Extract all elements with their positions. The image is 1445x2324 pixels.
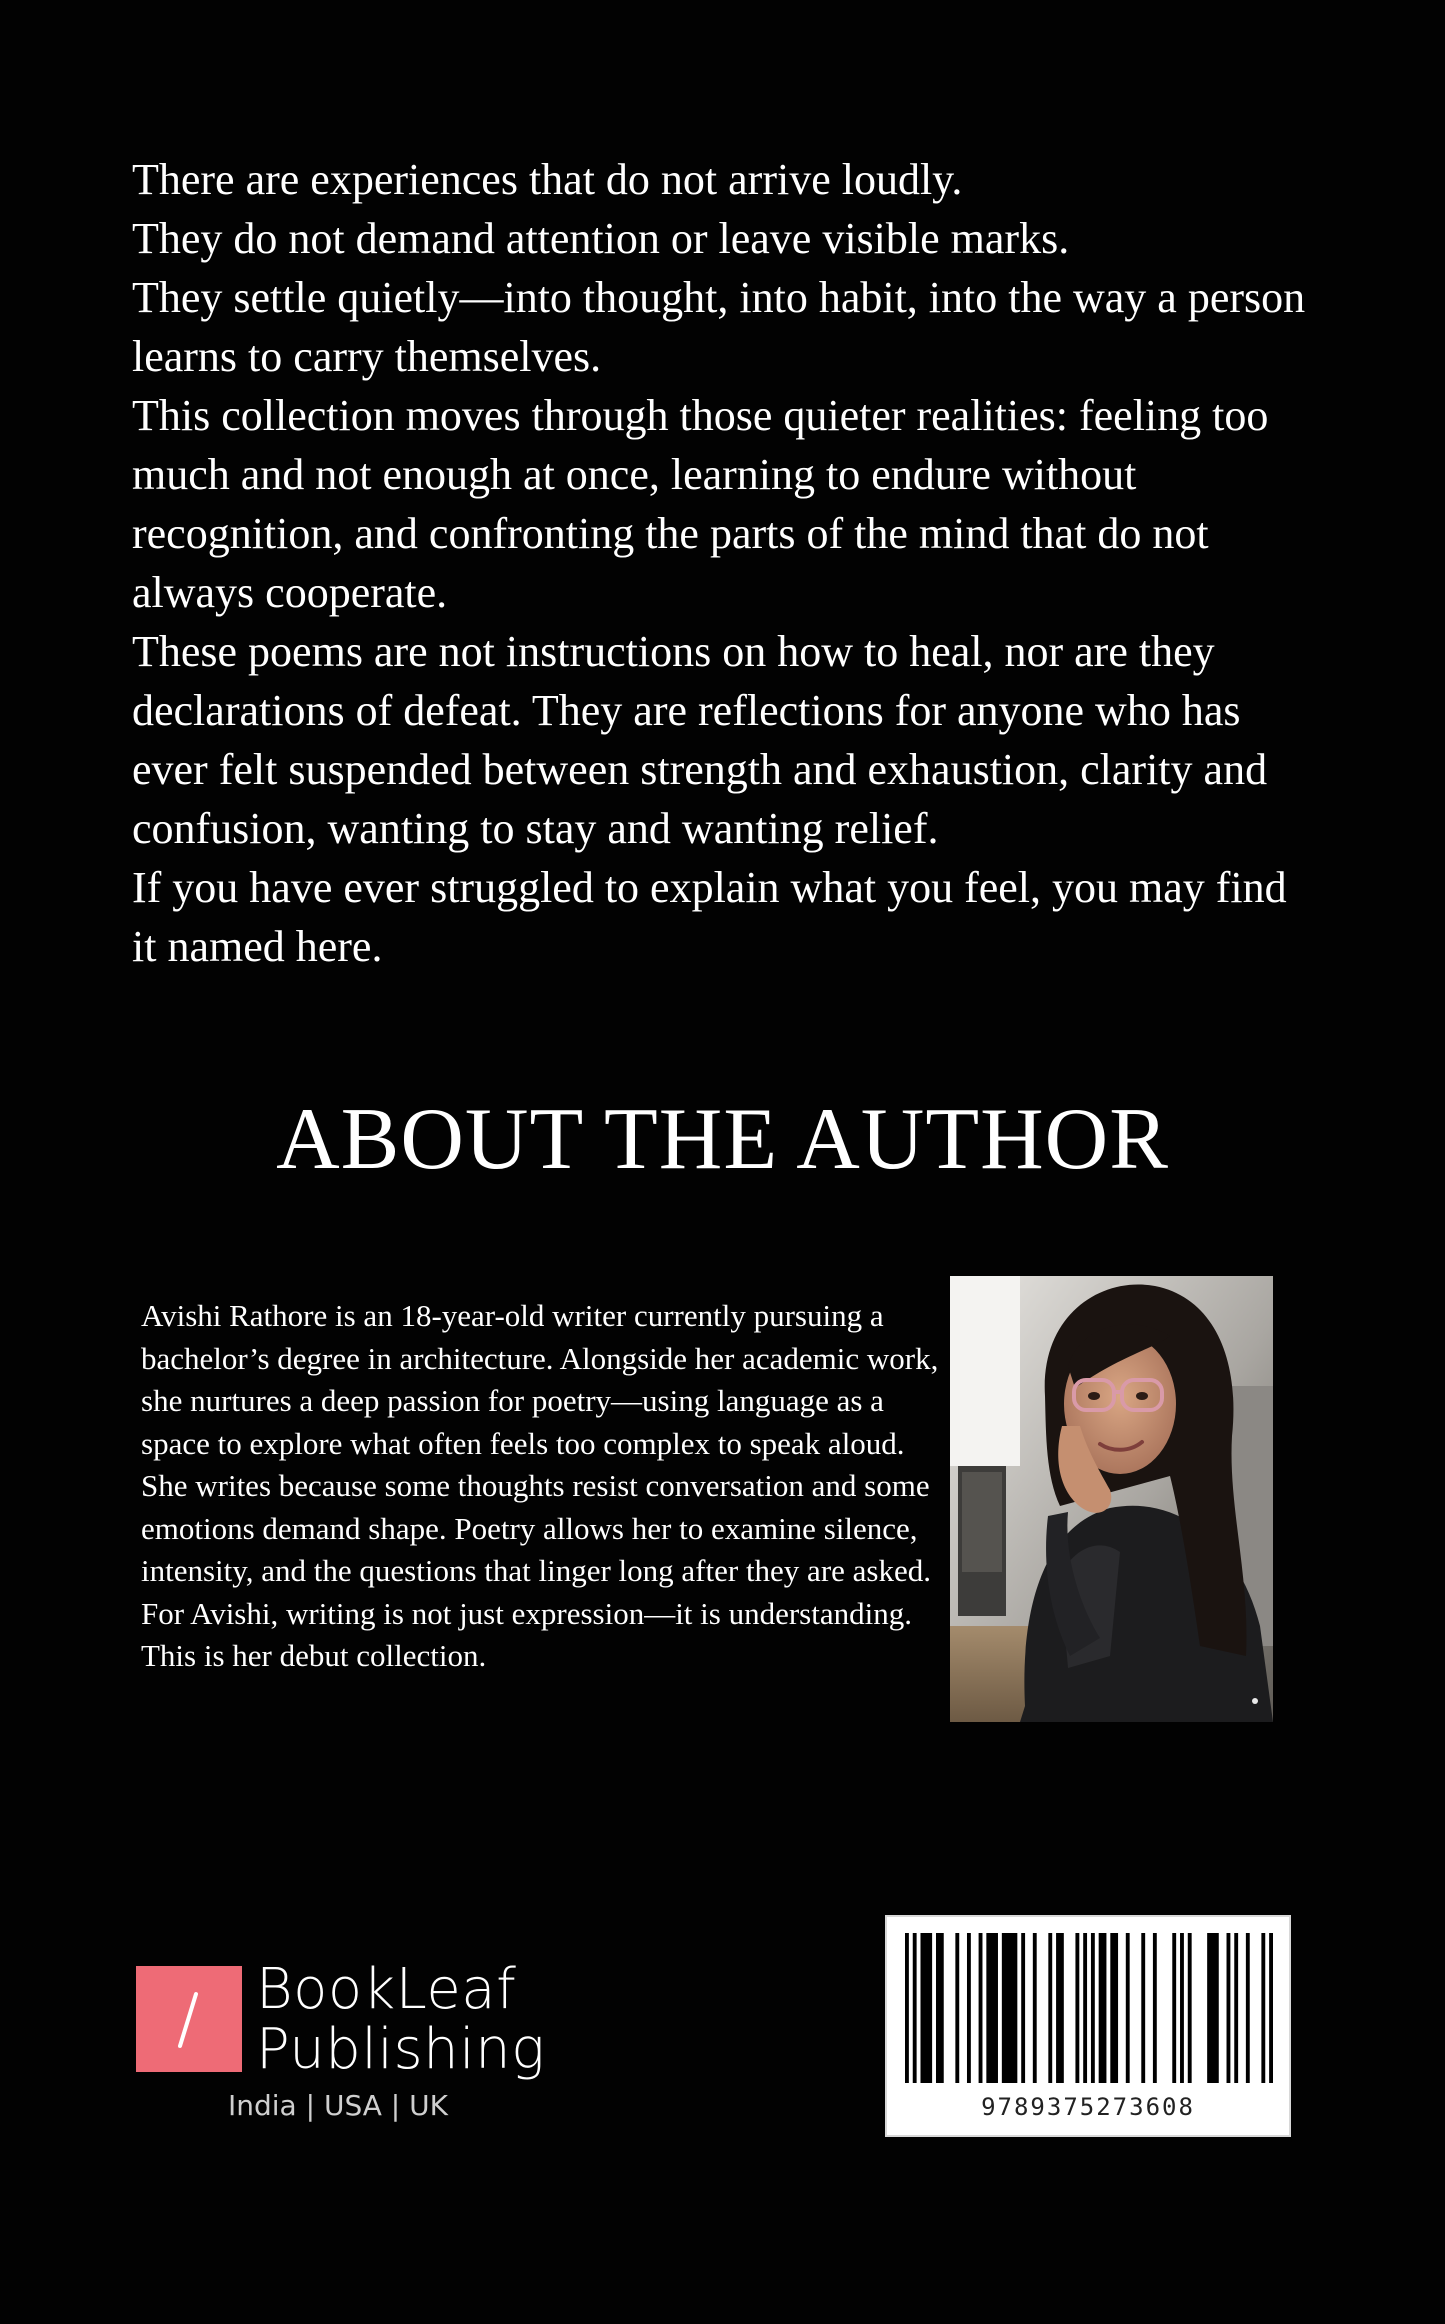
publisher-mark-icon <box>136 1966 242 2072</box>
bio-paragraph: Avishi Rathore is an 18-year-old writer currently pursuing a bachelor’s degree in architecture. Alongside her academic work, she nurtures a deep passion for poetry—using language as a space to explore what often feels too complex to speak aloud. <box>141 1298 939 1461</box>
blurb-paragraph: They settle quietly—into thought, into habit, into the way a person learns to carry themselves. <box>132 273 1306 381</box>
bio-paragraph: She writes because some thoughts resist conversation and some emotions demand shape. Poetry allows her to examine silence, intensity, and the questions that linger long after they are asked. For Avishi, writing is not just expression—it is understanding. <box>141 1468 931 1631</box>
barcode-bar <box>1246 1933 1250 2083</box>
barcode-bar <box>1021 1933 1025 2083</box>
barcode-bar <box>1033 1933 1037 2083</box>
barcode-bar <box>955 1933 959 2083</box>
isbn-number: 9789375273608 <box>981 2093 1195 2121</box>
barcode-bar <box>1002 1933 1017 2083</box>
barcode-bar <box>1180 1933 1184 2083</box>
publisher-name-line2: Publishing <box>256 2017 546 2082</box>
barcode-bar <box>1269 1933 1273 2083</box>
barcode-bar <box>1099 1933 1107 2083</box>
blurb-paragraph: They do not demand attention or leave visible marks. <box>132 214 1070 263</box>
barcode-bar <box>979 1933 983 2083</box>
isbn-barcode <box>885 1915 1291 2137</box>
barcode-bar <box>1110 1933 1118 2083</box>
barcode-bar <box>1188 1933 1192 2083</box>
bio-paragraph: This is her debut collection. <box>141 1638 487 1673</box>
back-cover-blurb <box>132 150 1312 976</box>
barcode-bar <box>967 1933 971 2083</box>
blurb-paragraph: If you have ever struggled to explain what you feel, you may find it named here. <box>132 863 1287 971</box>
barcode-bar <box>1234 1933 1238 2083</box>
barcode-bar <box>1091 1933 1095 2083</box>
blurb-paragraph: This collection moves through those quieter realities: feeling too much and not enough at once, learning to endure without recognition, and confronting the parts of the mind that do not always cooperate. <box>132 391 1269 617</box>
barcode-bar <box>1261 1933 1265 2083</box>
publisher-regions: India | USA | UK <box>228 2089 448 2122</box>
barcode-bar <box>1126 1933 1130 2083</box>
barcode-bar <box>1207 1933 1219 2083</box>
barcode-bar <box>1141 1933 1145 2083</box>
barcode-bar <box>1227 1933 1231 2083</box>
blurb-paragraph: There are experiences that do not arrive loudly. <box>132 155 963 204</box>
blurb-paragraph: These poems are not instructions on how to heal, nor are they declarations of defeat. They are reflections for anyone who has ever felt suspended between strength and exhaustion, clarity and confusion, wanting to stay and wanting relief. <box>132 627 1268 853</box>
publisher-name-line1: BookLeaf <box>256 1957 517 2022</box>
author-photo <box>950 1276 1273 1722</box>
barcode-bar <box>1048 1933 1052 2083</box>
barcode-bar <box>986 1933 998 2083</box>
publisher-name <box>256 1957 546 2082</box>
about-the-author-heading: ABOUT THE AUTHOR <box>276 1091 1169 1188</box>
barcode-bar <box>936 1933 944 2083</box>
barcode-bar <box>913 1933 917 2083</box>
barcode-bar <box>920 1933 932 2083</box>
barcode-bar <box>905 1933 909 2083</box>
publisher-logo <box>136 1957 556 2140</box>
barcode-bars <box>905 1933 1273 2083</box>
author-bio <box>141 1295 941 1678</box>
barcode-bar <box>1172 1933 1176 2083</box>
barcode-bar <box>1075 1933 1079 2083</box>
barcode-bar <box>1153 1933 1157 2083</box>
barcode-bar <box>1083 1933 1087 2083</box>
barcode-bar <box>1056 1933 1064 2083</box>
